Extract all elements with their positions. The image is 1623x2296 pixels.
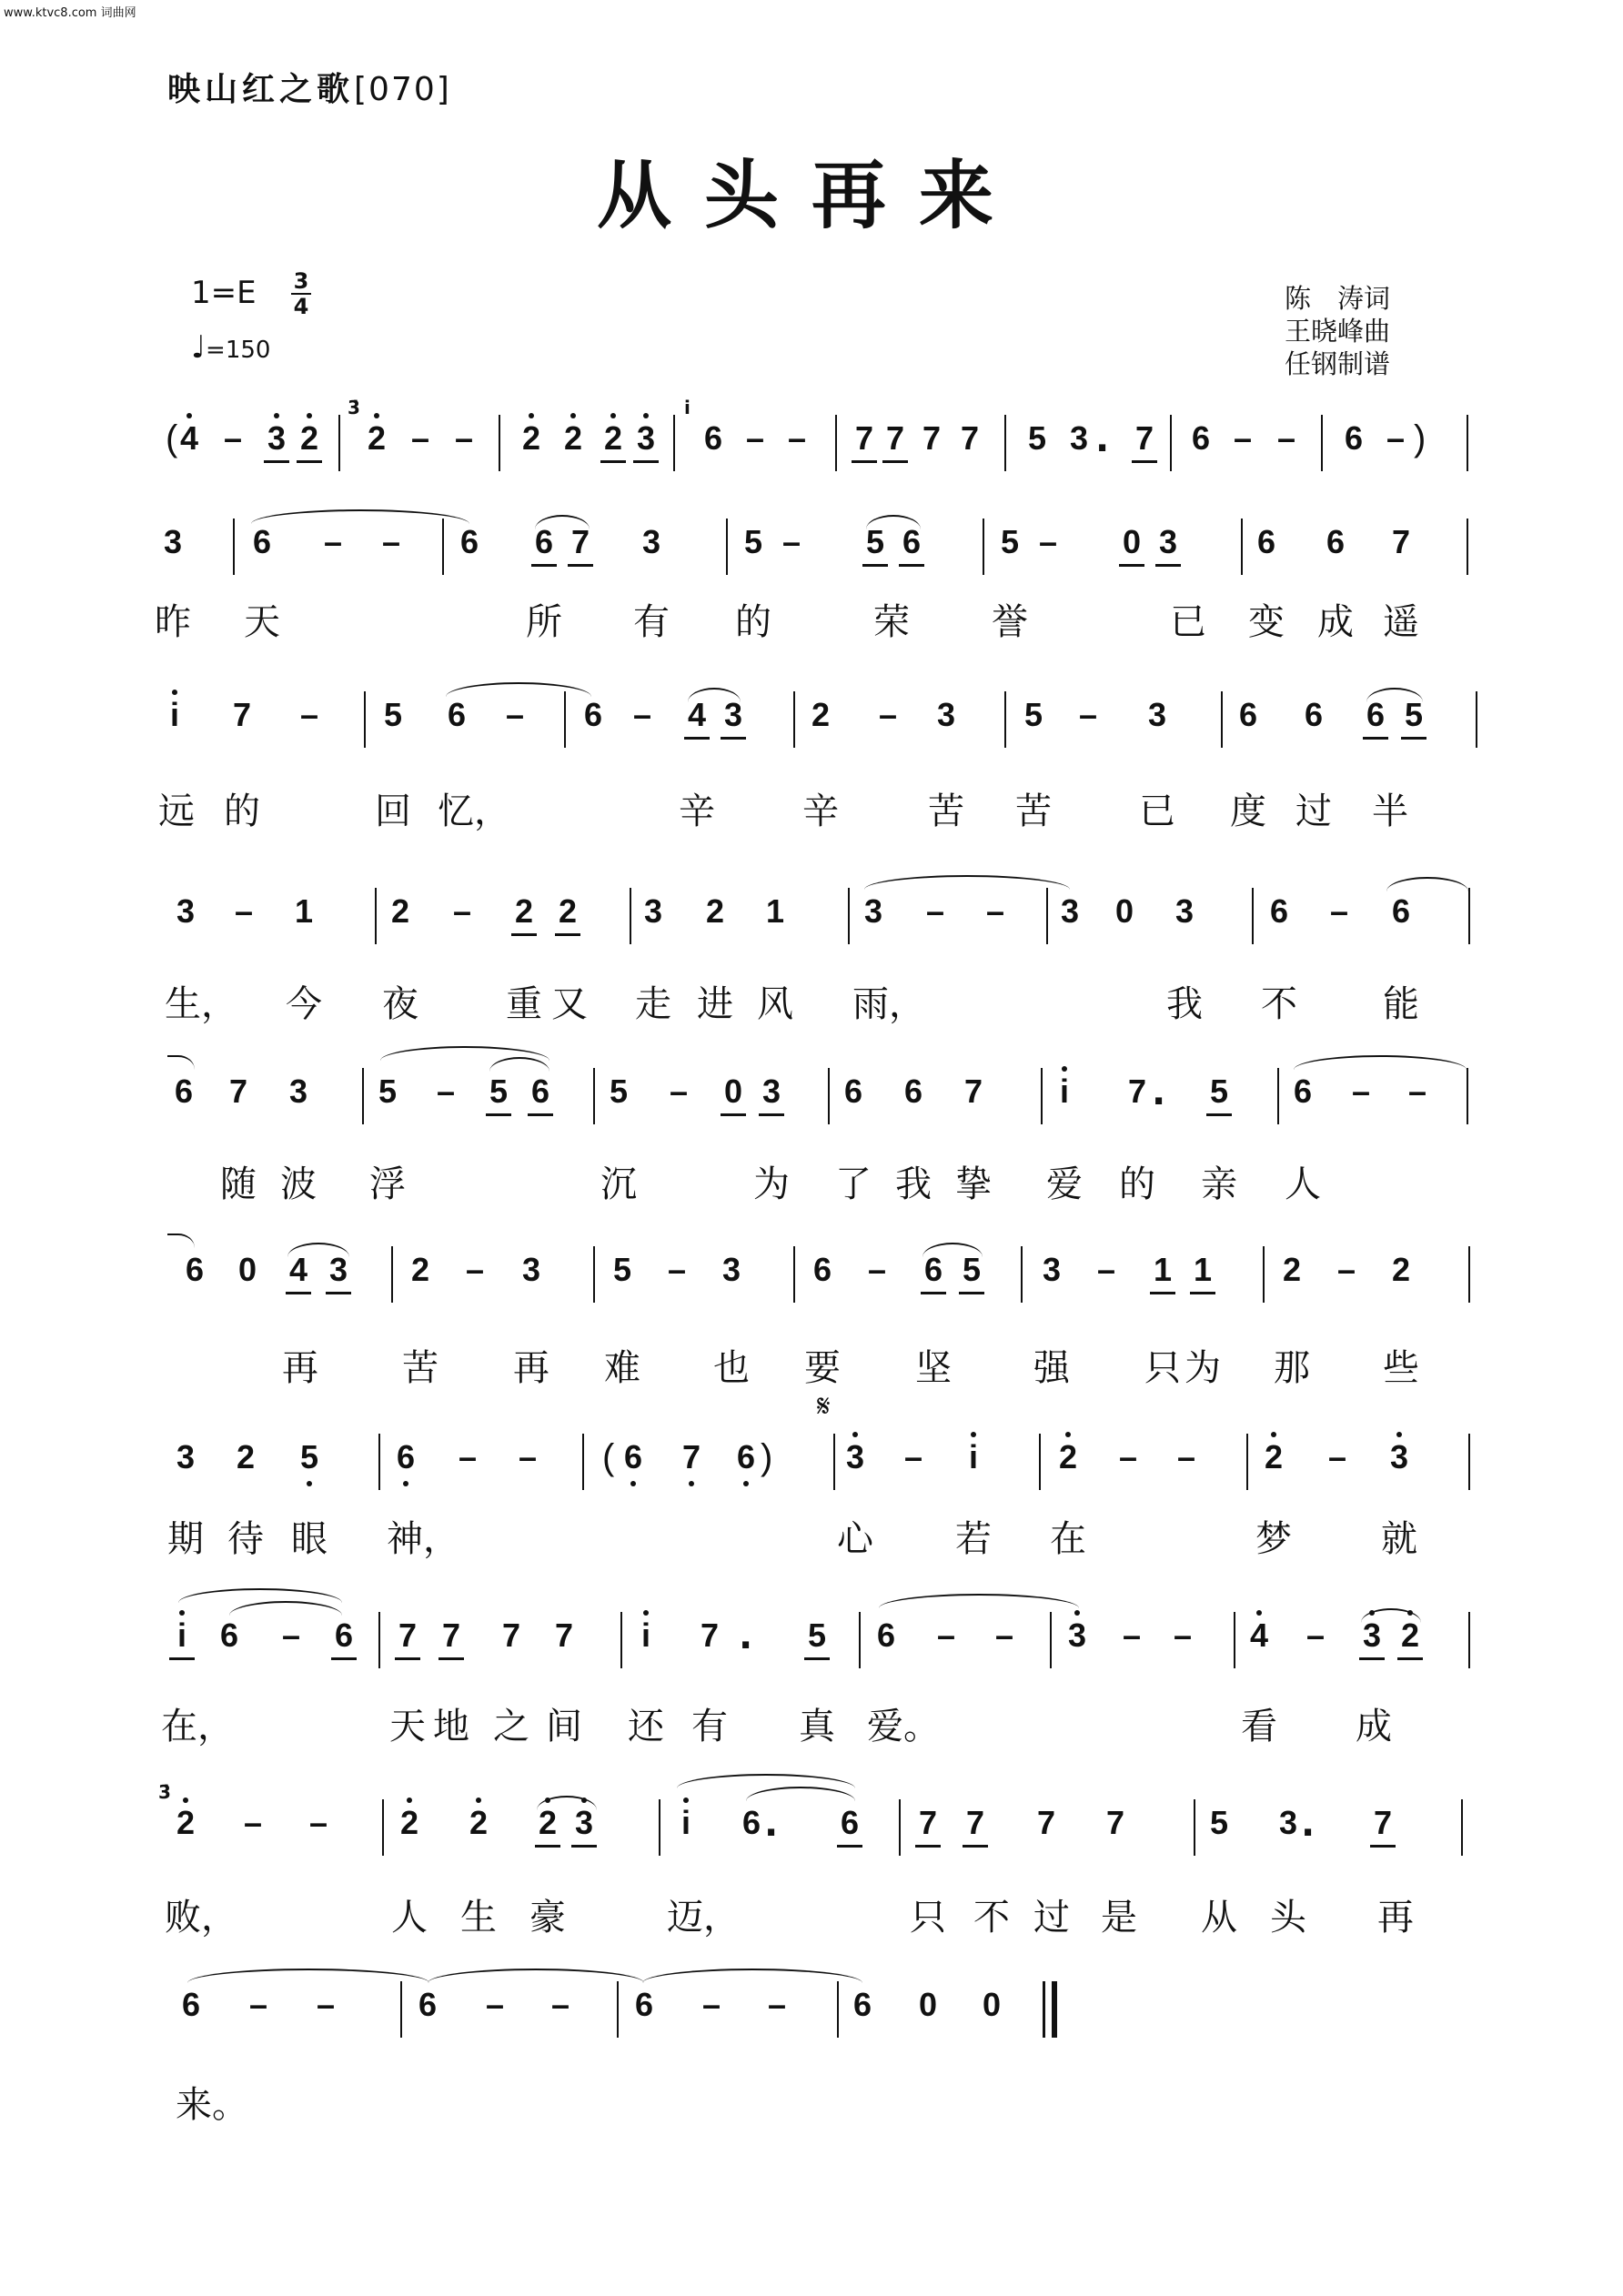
lyric-line-7: 期 待 眼 神， 心 若 在 梦 就 [167,1518,1417,1560]
score-line-4: 3 – 1 2 – 2 2 3 2 1 3 – – 3 0 3 6 – 6 [0,881,1623,953]
grace-note: 3̇ [348,397,360,418]
score-line-1: ( 4 – 3 2 3̇ 2 – – 2 2 2 3 i 6 – – 7 7 7 7 5 3 . 7 6 – – 6 – ) [0,408,1623,480]
score-line-3: i 7 – 5 6 – 6 – 4 3 2 – 3 5 – 3 6 6 6 5 [0,684,1623,757]
key-signature: 1=E [191,275,257,311]
composer: 王晓峰曲 [1285,316,1391,347]
quarter-note-icon: ♩ [191,329,207,366]
segno-icon: 𝄋 [817,1388,831,1425]
score-line-8: i 6 – 6 7 7 7 7 i 7 . 5 6 – – 3 – – 4 – 3 2 [0,1605,1623,1677]
score-line-7: 𝄋 3 2 5 6 – – ( 6 7 6 ) 3 – i 2 – – 2 – 3 [0,1426,1623,1499]
lyric-line-10: 来。 [176,2084,248,2126]
tempo-marking: ♩=150 [191,329,271,366]
score-line-2: 3 6 – – 6 6 7 3 5 – 5 6 5 – 0 3 6 6 7 [0,511,1623,584]
lyric-line-3: 远 的 回 忆， 辛 辛 苦 苦 已 度 过 半 [158,791,1408,832]
time-signature: 3 4 [291,269,311,318]
transcriber: 任钢制谱 [1285,348,1391,379]
grace-note: 3̇ [158,1781,171,1803]
site-watermark: www.ktvc8.com 词曲网 [4,6,136,20]
grace-note: i [684,397,691,418]
score-line-10: 6 – – 6 – – 6 – – 6 0 0 [0,1974,1623,2047]
lyricist: 陈 涛词 [1285,283,1391,314]
score-line-9: 3̇ 2 – – 2 2 2 3 i 6 . 6 7 7 7 7 5 3 . 7 [0,1792,1623,1865]
series-title: 映山红之歌[070] [167,71,451,108]
lyric-line-2: 昨 天 所 有 的 荣 誉 已 变 成 遥 [155,601,1419,643]
lyric-line-6: 再 苦 再 难 也 要 坚 强 只 为 那 些 [282,1347,1419,1389]
lyric-line-8: 在， 天 地 之 间 还 有 真 爱。 看 成 [161,1706,1392,1747]
lyric-line-5: 随 波 浮 沉 为 了 我 挚 爱 的 亲 人 [220,1163,1321,1205]
series-number: [070] [354,71,451,108]
score-line-6: 6 0 4 3 2 – 3 5 – 3 6 – 6 5 3 – 1 1 2 – 2 [0,1239,1623,1312]
lyric-line-9: 败， 人 生 豪 迈， 只 不 过 是 从 头 再 [165,1897,1414,1939]
song-title: 从头再来 [596,152,1026,239]
credits [1285,282,1390,380]
score-line-5: 6 7 3 5 – 5 6 5 – 0 3 6 6 7 i 7 . 5 6 – – [0,1061,1623,1133]
lyric-line-4: 生， 今 夜 重 又 走 进 风 雨， 我 不 能 [165,983,1419,1025]
